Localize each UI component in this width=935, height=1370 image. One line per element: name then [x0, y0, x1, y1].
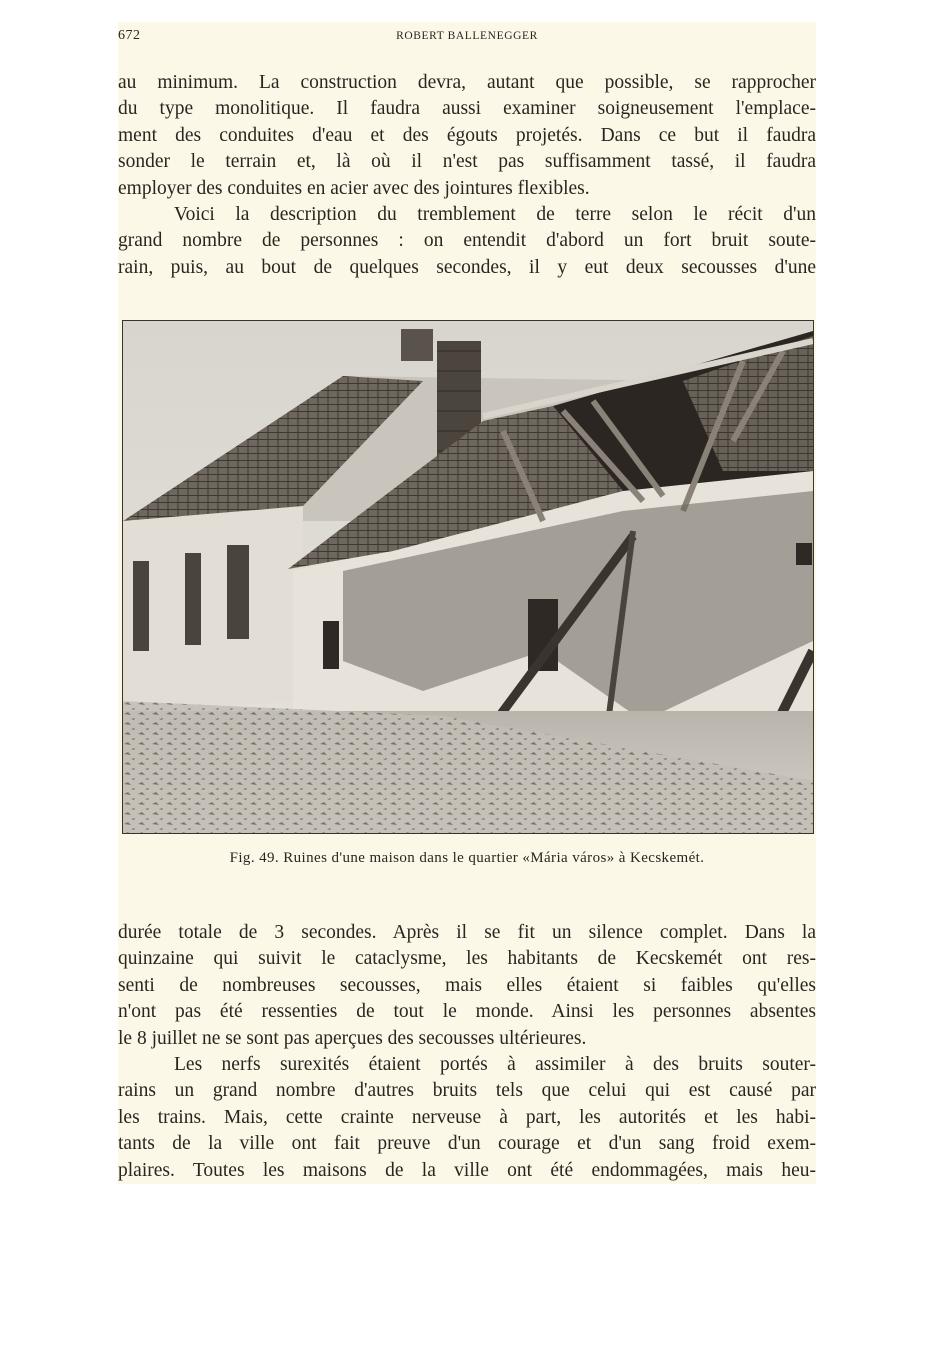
text-line: les trains. Mais, cette crainte nerveuse à part, les autorités et les habi-: [118, 1106, 816, 1128]
page-number: 672: [118, 28, 141, 43]
paragraph-1: [118, 70, 816, 202]
header-author: ROBERT BALLENEGGER: [396, 30, 538, 42]
paragraph-2: [118, 202, 816, 281]
text-line: quinzaine qui suivit le cataclysme, les habitants de Kecskemét ont res-: [118, 948, 816, 970]
text-line: Voici la description du tremblement de terre selon le récit d'un: [174, 204, 816, 225]
text-line: du type monolitique. Il faudra aussi examiner soigneusement l'emplace-: [118, 98, 816, 120]
figure-photograph: [122, 320, 814, 834]
text-line: Les nerfs surexités étaient portés à assimiler à des bruits souter-: [174, 1054, 816, 1075]
paragraph-4: [118, 1052, 816, 1184]
text-line: employer des conduites en acier avec des jointures flexibles.: [118, 177, 590, 199]
text-line: ment des conduites d'eau et des égouts projetés. Dans ce but il faudra: [118, 124, 816, 146]
running-head: [118, 28, 816, 48]
text-line: durée totale de 3 secondes. Après il se fit un silence complet. Dans la: [118, 922, 816, 943]
text-line: au minimum. La construction devra, autant que possible, se rapprocher: [118, 72, 816, 93]
text-line: rain, puis, au bout de quelques secondes, il y eut deux secousses d'une: [118, 256, 816, 278]
text-line: sonder le terrain et, là où il n'est pas suffisamment tassé, il faudra: [118, 151, 816, 173]
text-line: n'ont pas été ressenties de tout le monde. Ainsi les personnes absentes: [118, 1001, 816, 1023]
text-line: senti de nombreuses secousses, mais elles étaient si faibles qu'elles: [118, 974, 816, 996]
text-line: tants de la ville ont fait preuve d'un courage et d'un sang froid exem-: [118, 1133, 816, 1155]
text-line: rains un grand nombre d'autres bruits tels que celui qui est causé par: [118, 1080, 816, 1102]
ruined-house-photo: [123, 321, 813, 833]
book-page: [118, 22, 816, 1184]
paragraph-3: [118, 920, 816, 1052]
text-line: le 8 juillet ne se sont pas aperçues des secousses ultérieures.: [118, 1027, 587, 1049]
text-line: plaires. Toutes les maisons de la ville ont été endommagées, mais heu-: [118, 1159, 816, 1181]
figure-caption: Fig. 49. Ruines d'une maison dans le quartier «Mária város» à Kecskemét.: [229, 850, 705, 866]
text-line: grand nombre de personnes : on entendit d'abord un fort bruit soute-: [118, 230, 816, 252]
